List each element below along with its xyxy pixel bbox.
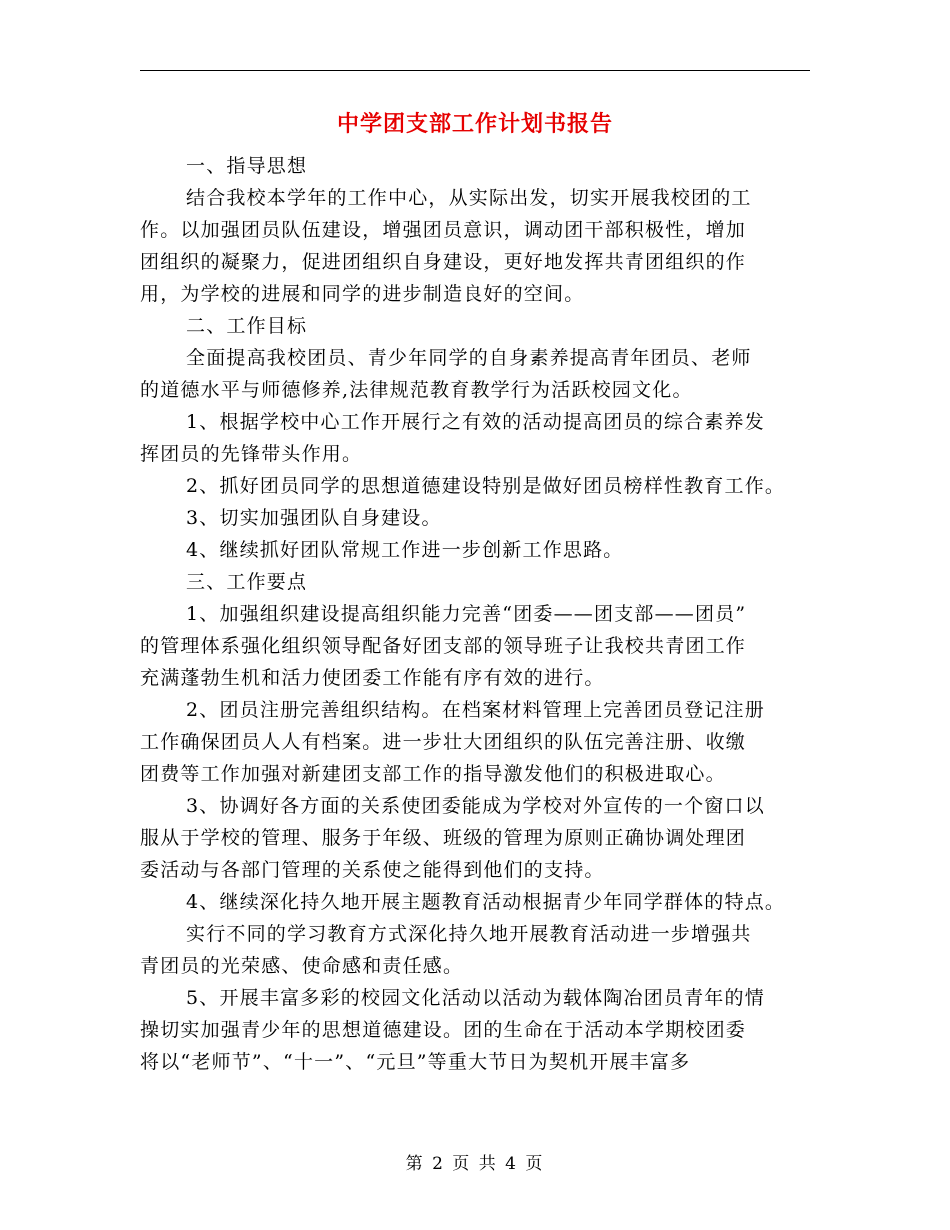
body-text-line: 2、团员注册完善组织结构。在档案材料管理上完善团员登记注册	[186, 699, 765, 721]
body-text-line: 一、指导思想	[186, 155, 308, 177]
body-text-line: 的管理体系强化组织领导配备好团支部的领导班子让我校共青团工作	[140, 635, 747, 657]
body-text-line: 委活动与各部门管理的关系使之能得到他们的支持。	[140, 859, 605, 881]
body-text-line: 4、继续深化持久地开展主题教育活动根据青少年同学群体的特点。	[186, 891, 786, 913]
body-text-line: 服从于学校的管理、服务于年级、班级的管理为原则正确协调处理团	[140, 827, 747, 849]
body-text-line: 团组织的凝聚力，促进团组织自身建设，更好地发挥共青团组织的作	[140, 251, 747, 273]
body-text-line: 的道德水平与师德修养,法律规范教育教学行为活跃校园文化。	[140, 379, 693, 401]
body-text-line: 1、根据学校中心工作开展行之有效的活动提高团员的综合素养发	[186, 411, 765, 433]
body-text-line: 充满蓬勃生机和活力使团委工作能有序有效的进行。	[140, 667, 605, 689]
body-text-line: 2、抓好团员同学的思想道德建设特别是做好团员榜样性教育工作。	[186, 475, 786, 497]
page-footer: 第 2 页 共 4 页	[405, 1154, 545, 1174]
body-text-line: 操切实加强青少年的思想道德建设。团的生命在于活动本学期校团委	[140, 1019, 747, 1041]
body-text-line: 实行不同的学习教育方式深化持久地开展教育活动进一步增强共	[186, 923, 752, 945]
body-text-line: 4、继续抓好团队常规工作进一步创新工作思路。	[186, 539, 624, 561]
document-title: 中学团支部工作计划书报告	[336, 111, 613, 137]
document-body	[140, 150, 820, 1078]
body-text-line: 作。以加强团员队伍建设，增强团员意识，调动团干部积极性，增加	[140, 219, 747, 241]
body-text-line: 将以“老师节”、“十一”、“元旦”等重大节日为契机开展丰富多	[140, 1051, 691, 1073]
body-text-line: 结合我校本学年的工作中心，从实际出发，切实开展我校团的工	[186, 187, 752, 209]
body-text-line: 工作确保团员人人有档案。进一步壮大团组织的队伍完善注册、收缴	[140, 731, 747, 753]
body-text-line: 1、加强组织建设提高组织能力完善“团委——团支部——团员”	[186, 603, 747, 625]
header-rule	[140, 70, 810, 71]
body-text-line: 3、协调好各方面的关系使团委能成为学校对外宣传的一个窗口以	[186, 795, 765, 817]
body-text-line: 青团员的光荣感、使命感和责任感。	[140, 955, 464, 977]
body-text-line: 用，为学校的进展和同学的进步制造良好的空间。	[140, 283, 585, 305]
body-text-line: 三、工作要点	[186, 571, 308, 593]
body-text-line: 全面提高我校团员、青少年同学的自身素养提高青年团员、老师	[186, 347, 752, 369]
body-text-line: 挥团员的先锋带头作用。	[140, 443, 363, 465]
body-text-line: 团费等工作加强对新建团支部工作的指导激发他们的积极进取心。	[140, 763, 726, 785]
body-text-line: 3、切实加强团队自身建设。	[186, 507, 442, 529]
body-text-line: 5、开展丰富多彩的校园文化活动以活动为载体陶冶团员青年的情	[186, 987, 765, 1009]
body-text-line: 二、工作目标	[186, 315, 308, 337]
